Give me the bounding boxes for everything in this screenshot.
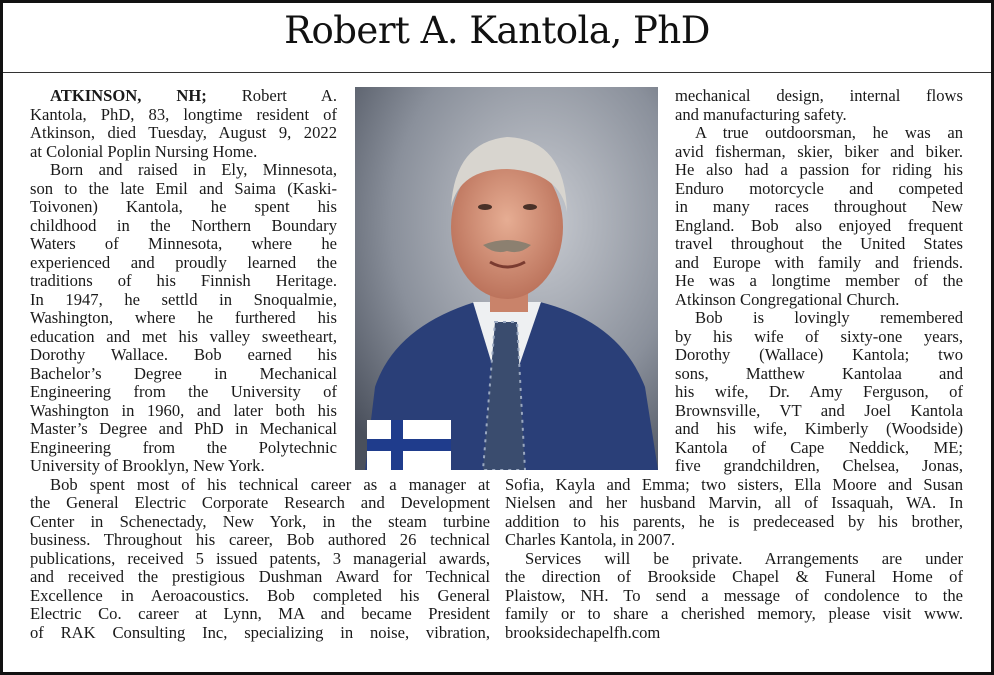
text-line: Sofia, Kayla and Emma; two sisters, Ella Moore and Susan	[505, 474, 963, 494]
text-line: addition to his parents, he is predeceased by his brother,	[505, 511, 963, 531]
dateline: ATKINSON, NH;	[50, 86, 207, 105]
text-line: Engineering from the University of	[30, 382, 337, 401]
finnish-flag-icon	[367, 420, 451, 470]
title-divider	[3, 72, 991, 73]
text-line: of RAK Consulting Inc, specializing in noise, vibration,	[30, 622, 490, 642]
text-line: the General Electric Corporate Research and Development	[30, 493, 490, 512]
portrait-photo	[355, 87, 658, 470]
text-line: son to the late Emil and Saima (Kaski-	[30, 178, 337, 198]
text-line: In 1947, he settld in Snoqualmie,	[30, 289, 337, 309]
text-line: University of Brooklyn, New York.	[30, 456, 265, 475]
text-line-content: Robert A.	[241, 86, 337, 105]
text-line: Kantola, PhD, 83, longtime resident of	[30, 104, 337, 124]
text-line: Born and raised in Ely, Minnesota,	[50, 160, 337, 179]
text-line: Engineering from the Polytechnic	[30, 437, 337, 457]
text-line: family or to share a cherished memory, please visit www.	[505, 604, 963, 623]
text-line: Atkinson, died Tuesday, August 9, 2022	[30, 123, 337, 142]
text-line: at Colonial Poplin Nursing Home.	[30, 141, 258, 161]
left-column-bottom-text	[30, 476, 490, 643]
text-line: He also had a passion for riding his	[675, 160, 963, 179]
text-line: and manufacturing safety.	[675, 104, 847, 124]
text-line: Bachelor’s Degree in Mechanical	[30, 363, 337, 383]
text-line: brooksidechapelfh.com	[505, 622, 661, 642]
text-line: Bob spent most of his technical career as a manager at	[50, 474, 490, 494]
text-line: traditions of his Finnish Heritage.	[30, 271, 337, 290]
text-line: experienced and proudly learned the	[30, 252, 337, 272]
text-line: and received the prestigious Dushman Award for Technical	[30, 567, 490, 586]
text-line: mechanical design, internal flows	[675, 86, 963, 105]
text-line: Waters of Minnesota, where he	[30, 234, 337, 253]
text-line: in many races throughout New	[675, 197, 963, 216]
text-line: Nielsen and her husband Marvin, all of Issaquah, WA. In	[505, 493, 963, 512]
left-column-top-text	[30, 87, 337, 476]
right-column-bottom-text	[505, 476, 963, 643]
text-line: sons, Matthew Kantolaa and	[675, 363, 963, 383]
text-line: publications, received 5 issued patents, 3 managerial awards,	[30, 548, 490, 568]
text-line: Dorothy (Wallace) Kantola; two	[675, 345, 963, 364]
text-line: Atkinson Congregational Church.	[675, 289, 900, 309]
right-column-top-text	[675, 87, 963, 476]
text-line: Services will be private. Arrangements are under	[525, 548, 963, 568]
text-line: Dorothy Wallace. Bob earned his	[30, 345, 337, 364]
text-line: business. Throughout his career, Bob authored 26 technical	[30, 530, 490, 549]
text-line: Kantola of Cape Neddick, ME;	[675, 437, 963, 457]
text-line: by his wife of sixty-one years,	[675, 326, 963, 346]
text-line: Center in Schenectady, New York, in the steam turbine	[30, 511, 490, 531]
text-line: five grandchildren, Chelsea, Jonas,	[675, 456, 963, 475]
text-line: and Europe with family and friends.	[675, 252, 963, 272]
text-line: Washington in 1960, and later both his	[30, 400, 337, 420]
text-line: the direction of Brookside Chapel & Funeral Home of	[505, 567, 963, 586]
text-line: and his wife, Kimberly (Woodside)	[675, 419, 963, 438]
obituary-title: Robert A. Kantola, PhD	[284, 9, 710, 52]
text-line: childhood in the Northern Boundary	[30, 215, 337, 235]
text-line	[30, 87, 337, 106]
text-line: Brownsville, VT and Joel Kantola	[675, 400, 963, 420]
text-line: Washington, where he furthered his	[30, 308, 337, 327]
text-line: A true outdoorsman, he was an	[695, 123, 963, 142]
text-line: Plaistow, NH. To send a message of condolence to the	[505, 585, 963, 605]
text-line: his wife, Dr. Amy Ferguson, of	[675, 382, 963, 401]
text-line: Electric Co. career at Lynn, MA and became President	[30, 604, 490, 623]
text-line: He was a longtime member of the	[675, 271, 963, 290]
text-line: Charles Kantola, in 2007.	[505, 530, 676, 549]
text-line: Excellence in Aeroacoustics. Bob completed his General	[30, 585, 490, 605]
text-line: avid fisherman, skier, biker and biker.	[675, 141, 963, 161]
text-line: Master’s Degree and PhD in Mechanical	[30, 419, 337, 438]
text-line: education and met his valley sweetheart,	[30, 326, 337, 346]
text-line: England. Bob also enjoyed frequent	[675, 215, 963, 235]
text-line: Enduro motorcycle and competed	[675, 178, 963, 198]
text-line: Bob is lovingly remembered	[695, 308, 963, 327]
text-line: travel throughout the United States	[675, 234, 963, 253]
text-line: Toivonen) Kantola, he spent his	[30, 197, 337, 216]
